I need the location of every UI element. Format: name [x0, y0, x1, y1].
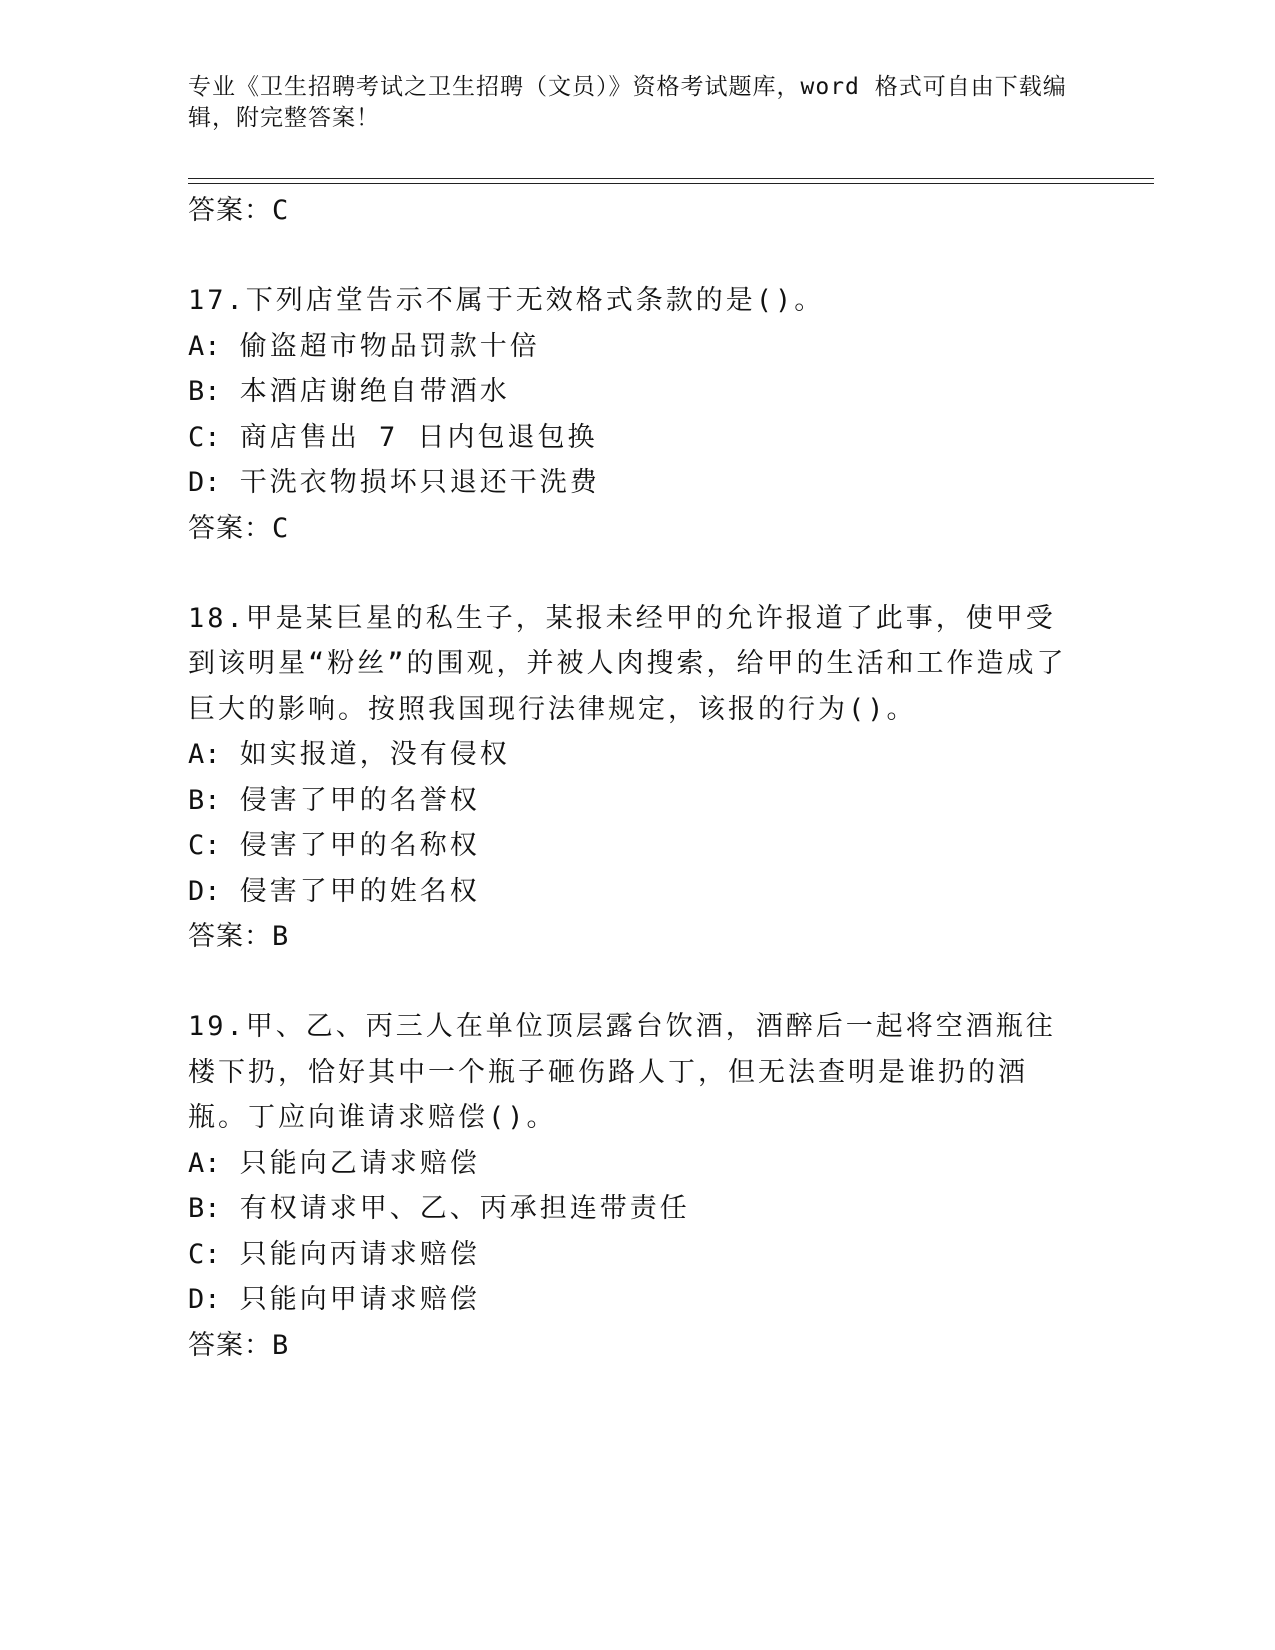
header-divider-top: [188, 178, 1154, 179]
answer-value: C: [272, 512, 290, 544]
document-header: 专业《卫生招聘考试之卫生招聘（文员）》资格考试题库，word 格式可自由下载编辑，附完整答案！: [188, 74, 1067, 131]
option-text: 只能向甲请求赔偿: [239, 1284, 480, 1315]
option-key: A:: [188, 330, 221, 362]
option-key: D:: [188, 467, 221, 498]
option-key: D:: [188, 875, 221, 907]
option-text: 有权请求甲、乙、丙承担连带责任: [239, 1193, 690, 1224]
option-text: 侵害了甲的名称权: [239, 830, 480, 861]
answer-label: 答案：: [188, 195, 272, 226]
question-list: [188, 188, 1078, 1369]
option-c: [188, 415, 1078, 461]
option-text: 本酒店谢绝自带酒水: [239, 376, 510, 407]
option-key: C:: [188, 830, 221, 861]
answer-label: 答案：: [188, 1329, 272, 1361]
option-key: B:: [188, 1193, 221, 1224]
option-key: D:: [188, 1284, 221, 1315]
option-text: 商店售出 7 日内包退包换: [239, 421, 598, 453]
option-text: 干洗衣物损坏只退还干洗费: [239, 467, 600, 498]
option-text: 偷盗超市物品罚款十倍: [239, 330, 540, 362]
question-stem: 18.甲是某巨星的私生子，某报未经甲的允许报道了此事，使甲受到该明星“粉丝”的围观，并被人肉搜索，给甲的生活和工作造成了巨大的影响。按照我国现行法律规定，该报的行为()。: [188, 602, 1067, 725]
option-key: B:: [188, 784, 221, 816]
header-divider-bottom: [188, 183, 1154, 184]
option-key: A:: [188, 739, 221, 770]
option-d: [188, 460, 1078, 506]
answer-label: 答案：: [188, 921, 272, 952]
answer-value: C: [272, 195, 290, 226]
question-stem: 17.下列店堂告示不属于无效格式条款的是()。: [188, 285, 825, 316]
option-b: [188, 1186, 1078, 1232]
answer-label: 答案：: [188, 512, 272, 544]
answer-line: [188, 506, 1078, 552]
option-b: [188, 369, 1078, 415]
answer-value: B: [272, 921, 290, 952]
option-text: 如实报道，没有侵权: [239, 739, 510, 770]
option-key: A:: [188, 1147, 221, 1179]
answer-line: [188, 188, 1078, 234]
question-item: [188, 1004, 1078, 1369]
option-a: [188, 1141, 1078, 1187]
option-c: [188, 1232, 1078, 1278]
option-key: B:: [188, 376, 221, 407]
option-text: 侵害了甲的姓名权: [239, 875, 480, 907]
option-text: 只能向乙请求赔偿: [239, 1147, 480, 1179]
answer-value: B: [272, 1329, 290, 1361]
option-c: [188, 823, 1078, 869]
question-item: [188, 278, 1078, 552]
option-d: [188, 1277, 1078, 1323]
option-text: 侵害了甲的名誉权: [239, 784, 480, 816]
question-stem: 19.甲、乙、丙三人在单位顶层露台饮酒，酒醉后一起将空酒瓶往楼下扔，恰好其中一个瓶子砸伤路人丁，但无法查明是谁扔的酒瓶。丁应向谁请求赔偿()。: [188, 1011, 1056, 1133]
option-text: 只能向丙请求赔偿: [239, 1238, 480, 1270]
option-a: [188, 324, 1078, 370]
option-a: [188, 732, 1078, 778]
option-key: C:: [188, 1238, 221, 1270]
option-b: [188, 778, 1078, 824]
option-key: C:: [188, 421, 221, 453]
option-d: [188, 869, 1078, 915]
answer-line: [188, 914, 1078, 960]
question-item: [188, 596, 1078, 961]
answer-line: [188, 1323, 1078, 1369]
